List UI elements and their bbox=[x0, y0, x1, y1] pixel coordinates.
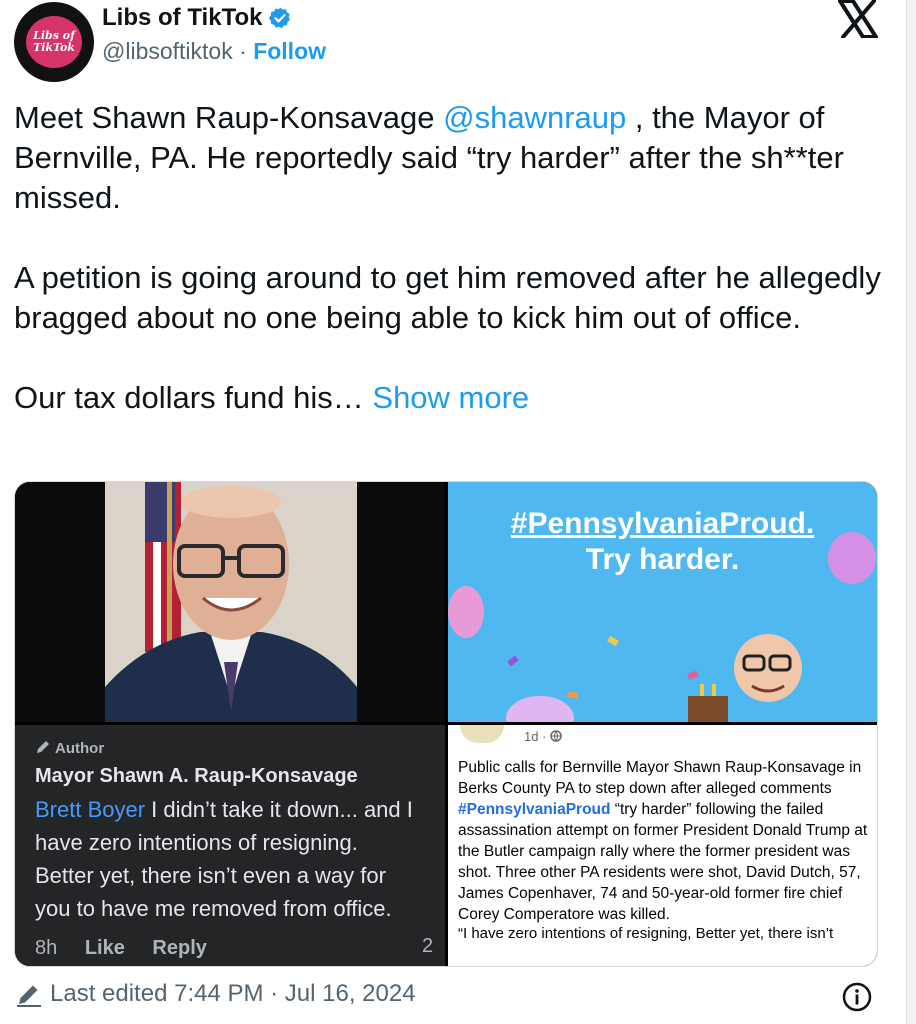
info-icon[interactable] bbox=[842, 982, 872, 1012]
separator: · bbox=[239, 38, 247, 64]
media-photo-mayor[interactable] bbox=[15, 482, 445, 722]
try-harder-text: Try harder. bbox=[585, 543, 740, 576]
verified-badge-icon bbox=[268, 6, 292, 30]
globe-icon bbox=[550, 730, 562, 742]
media-fb-comment[interactable] bbox=[15, 725, 445, 966]
comment-actions bbox=[35, 937, 229, 960]
comment-count: 2 bbox=[422, 935, 434, 957]
tweet-paragraph-3 bbox=[14, 378, 894, 418]
author-badge-label: Author bbox=[55, 740, 105, 757]
display-name[interactable]: Libs of TikTok bbox=[102, 4, 263, 31]
post-hashtag: #PennsylvaniaProud bbox=[458, 801, 611, 818]
comment-body bbox=[35, 793, 455, 925]
show-more-link[interactable]: Show more bbox=[372, 380, 530, 415]
media-grid bbox=[14, 481, 878, 967]
comment-line: Better yet, there isn’t even a way for bbox=[35, 863, 386, 888]
pencil-icon bbox=[35, 739, 51, 755]
avatar-logo-text: Libs of TikTok bbox=[33, 29, 75, 54]
comment-reply: Reply bbox=[152, 937, 207, 959]
scrollbar[interactable] bbox=[906, 0, 916, 1024]
post-text: Public calls for Bernville Mayor Shawn Raup-Konsavage in Berks County PA to step down after alleged comments bbox=[458, 759, 862, 797]
follow-button[interactable]: Follow bbox=[253, 38, 327, 64]
pencil-icon bbox=[16, 981, 42, 1007]
comment-author-name: Mayor Shawn A. Raup-Konsavage bbox=[35, 765, 358, 787]
avatar[interactable] bbox=[14, 2, 94, 82]
avatar-logo bbox=[26, 16, 82, 68]
mention-link[interactable]: @shawnraup bbox=[443, 100, 627, 135]
comment-time: 8h bbox=[35, 937, 58, 959]
last-edited-text: Last edited 7:44 PM · Jul 16, 2024 bbox=[50, 980, 416, 1007]
media-news-post[interactable] bbox=[448, 725, 877, 966]
post-body bbox=[458, 757, 870, 925]
comment-line: I didn’t take it down... and I bbox=[145, 797, 413, 822]
comment-like: Like bbox=[84, 937, 125, 959]
post-text: “try harder” following the failed assassination attempt on former President Donald Trump at the Butler campaign rally where the former president was shot. Three other PA residents were shot, David Dutch, 57, James Copenhaver, 74 and 50-year-old former fire chief Corey Comperatore was killed. bbox=[458, 801, 868, 923]
handle[interactable]: @libsoftiktok bbox=[102, 38, 233, 64]
media-pa-proud-graphic[interactable] bbox=[448, 482, 877, 722]
pa-proud-title bbox=[448, 506, 877, 578]
post-meta-time: 1d · bbox=[524, 729, 547, 744]
comment-line: you to have me removed from office. bbox=[35, 896, 392, 921]
author-badge bbox=[35, 739, 104, 757]
tweet-text-segment: , the Mayor of Bernville, PA. He reportedly said “try harder” after the sh**ter missed. bbox=[14, 100, 844, 215]
comment-reply-to: Brett Boyer bbox=[35, 797, 146, 822]
handle-row bbox=[102, 38, 326, 65]
tweet-text-segment: Our tax dollars fund his… bbox=[14, 380, 373, 415]
last-edited-row[interactable] bbox=[16, 980, 416, 1008]
portrait-illustration bbox=[105, 482, 357, 722]
tweet-text-segment: Meet Shawn Raup-Konsavage bbox=[14, 100, 444, 135]
tweet-paragraph-2: A petition is going around to get him removed after he allegedly bragged about no one being able to kick him out of office. bbox=[14, 260, 881, 335]
post-meta bbox=[524, 729, 562, 744]
author-name-row bbox=[102, 4, 292, 32]
x-logo-icon[interactable] bbox=[838, 0, 878, 38]
pa-proud-hashtag: #PennsylvaniaProud. bbox=[510, 507, 815, 540]
page-logo bbox=[460, 725, 504, 743]
tweet-text bbox=[14, 98, 894, 418]
tweet-paragraph-1 bbox=[14, 98, 894, 218]
mayor-portrait bbox=[105, 482, 357, 722]
comment-line: have zero intentions of resigning. bbox=[35, 830, 358, 855]
post-quote: “I have zero intentions of resigning, Better yet, there isn’t bbox=[458, 925, 834, 942]
